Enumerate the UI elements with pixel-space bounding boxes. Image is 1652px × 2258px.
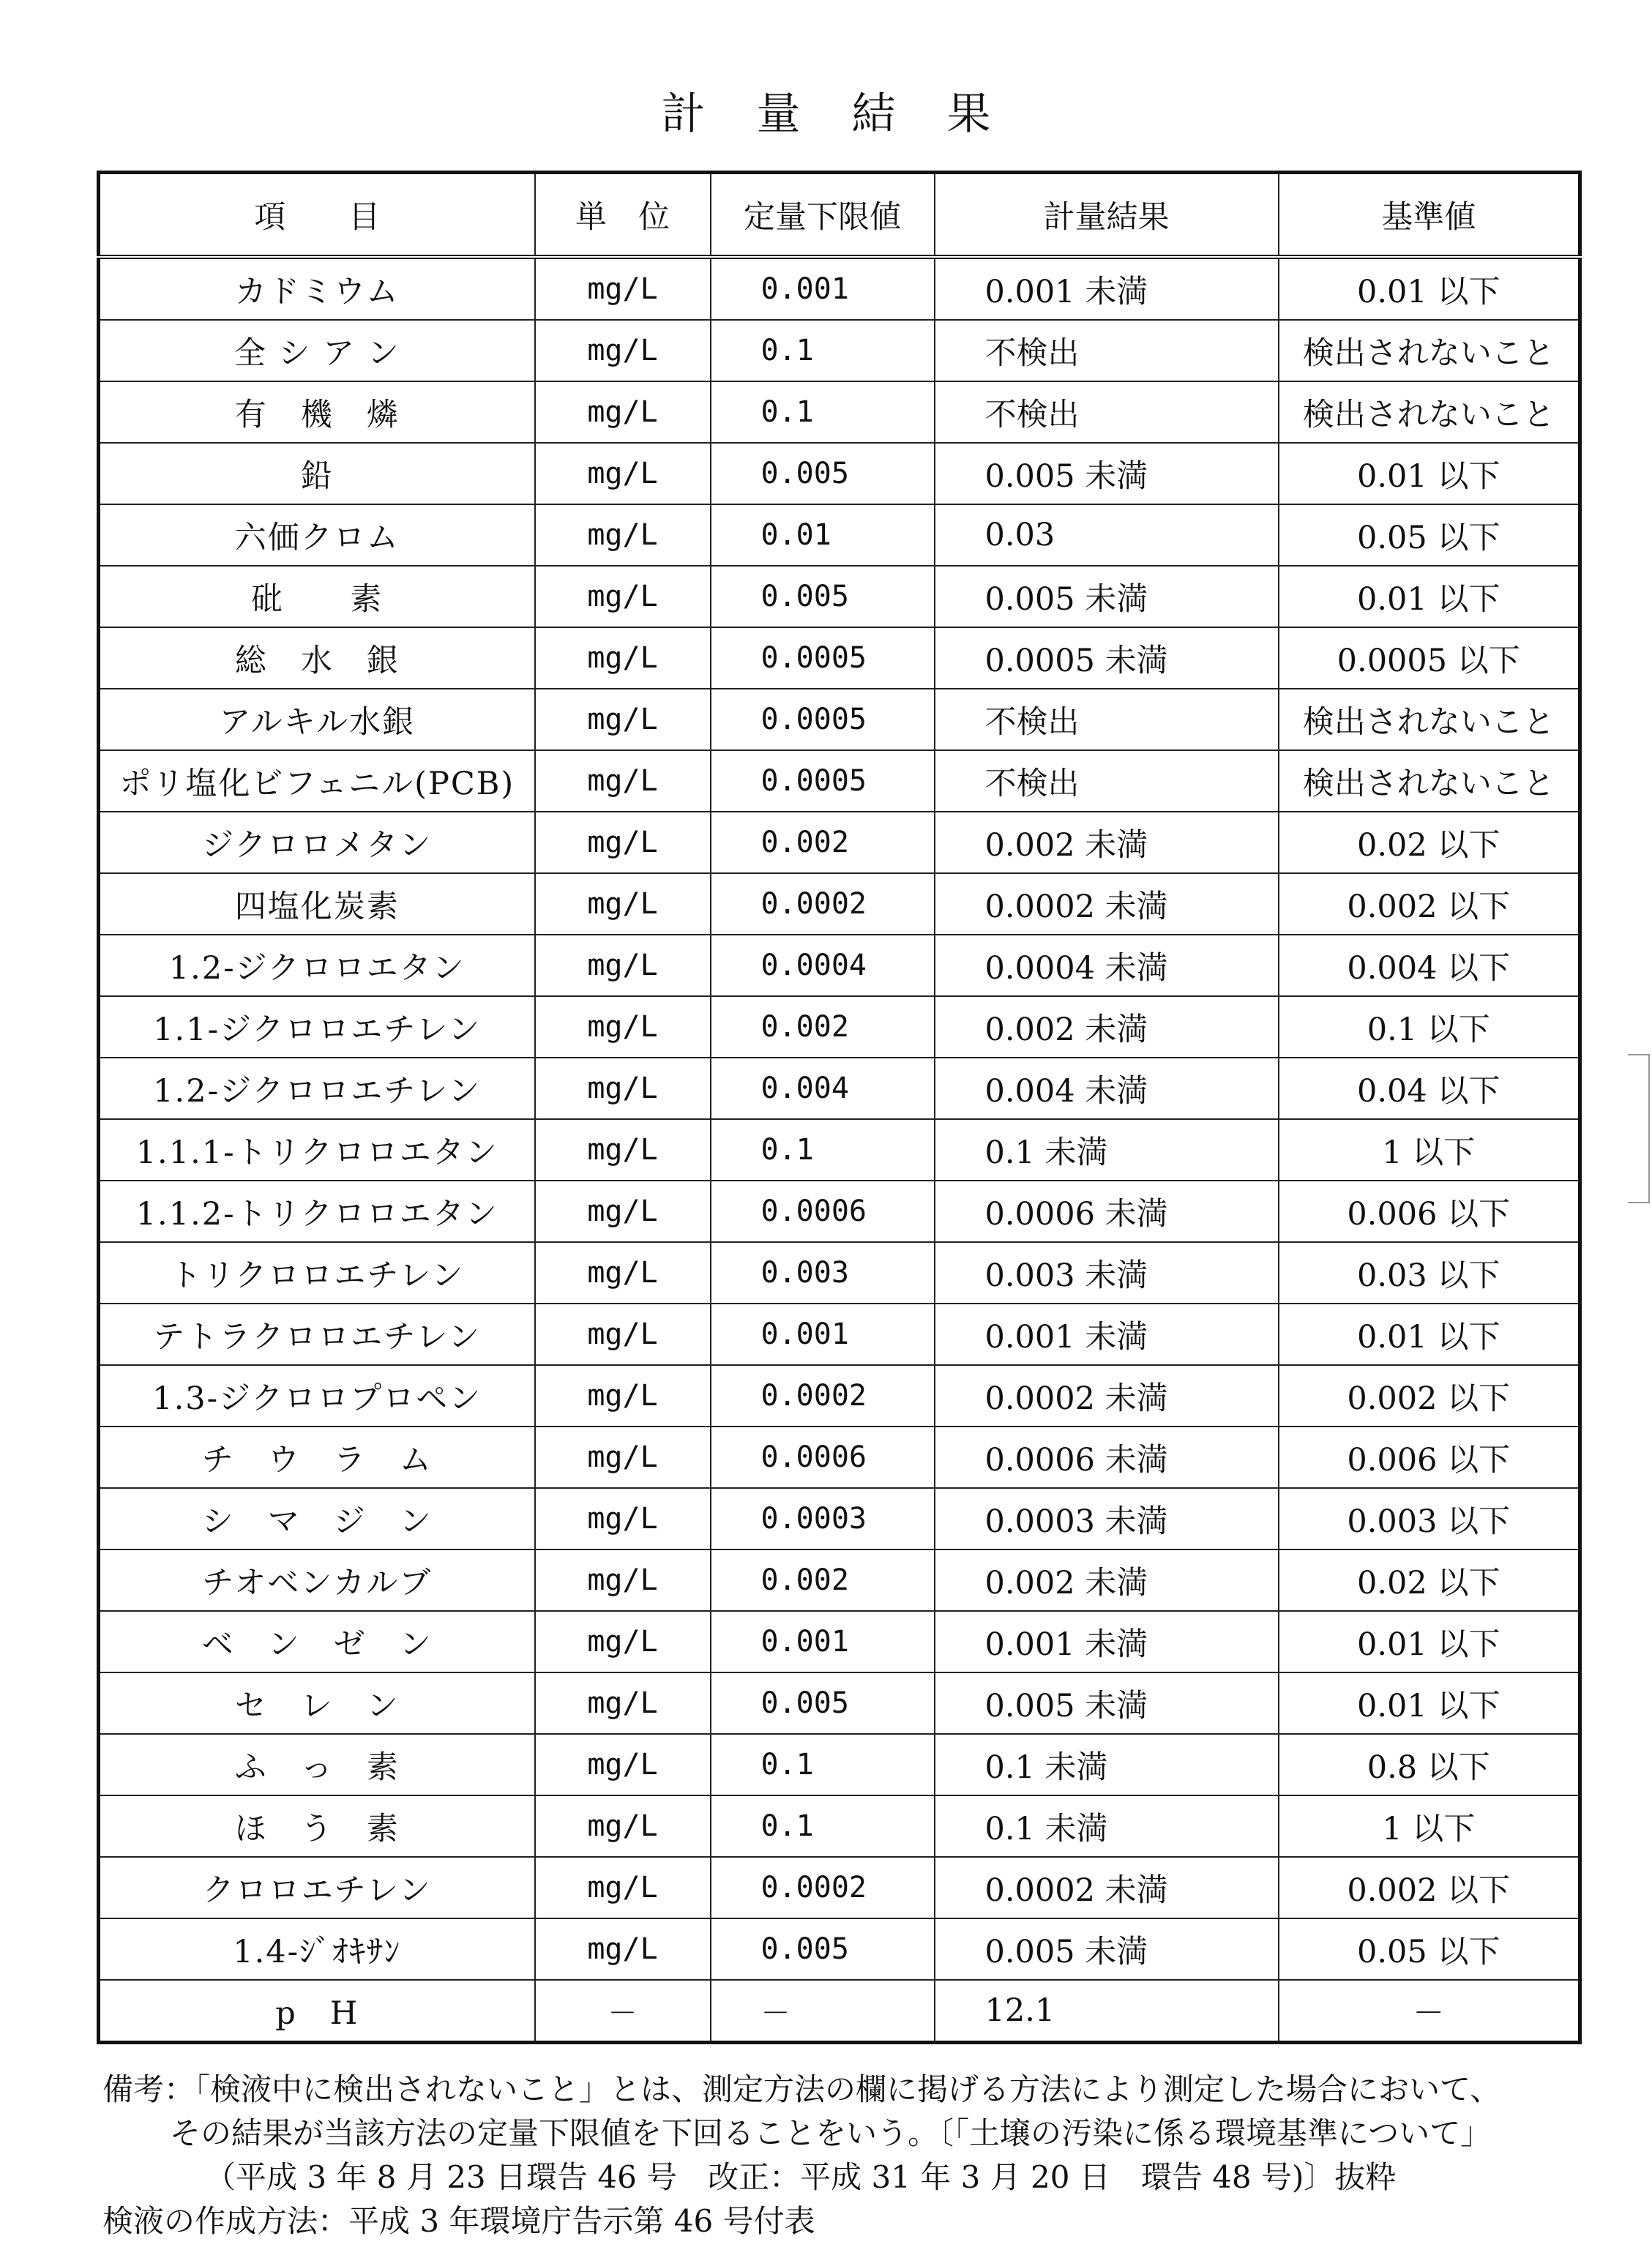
cell-standard: 検出されないこと bbox=[1279, 750, 1580, 812]
table-row bbox=[99, 812, 1580, 873]
table-header bbox=[99, 173, 1580, 258]
cell-unit: mg/L bbox=[535, 1918, 711, 1980]
cell-item: シ マ ジ ン bbox=[99, 1488, 535, 1549]
cell-result: 0.002 未満 bbox=[935, 1549, 1279, 1611]
cell-standard: 0.004 以下 bbox=[1279, 935, 1580, 996]
cell-limit: 0.0005 bbox=[711, 689, 935, 750]
cell-standard: 0.8 以下 bbox=[1279, 1734, 1580, 1795]
table-row bbox=[99, 1611, 1580, 1672]
cell-standard: 0.002 以下 bbox=[1279, 1857, 1580, 1918]
table-row bbox=[99, 1242, 1580, 1304]
table-row bbox=[99, 381, 1580, 443]
cell-item: 1.1.2-トリクロロエタン bbox=[99, 1181, 535, 1242]
header-standard: 基準値 bbox=[1279, 173, 1580, 258]
cell-item: 1.1-ジクロロエチレン bbox=[99, 996, 535, 1058]
cell-item: 有 機 燐 bbox=[99, 381, 535, 443]
table-row bbox=[99, 1795, 1580, 1857]
cell-result: 0.03 bbox=[935, 504, 1279, 566]
cell-item: 1.2-ジクロロエタン bbox=[99, 935, 535, 996]
cell-limit: 0.0002 bbox=[711, 1857, 935, 1918]
cell-item: 総 水 銀 bbox=[99, 627, 535, 689]
table-body bbox=[99, 257, 1580, 2043]
table-row bbox=[99, 750, 1580, 812]
cell-item: ジクロロメタン bbox=[99, 812, 535, 873]
table-row bbox=[99, 873, 1580, 935]
table-row bbox=[99, 1980, 1580, 2043]
cell-result: 0.002 未満 bbox=[935, 996, 1279, 1058]
cell-item: p H bbox=[99, 1980, 535, 2043]
cell-limit: 0.005 bbox=[711, 443, 935, 504]
cell-item: チ ウ ラ ム bbox=[99, 1427, 535, 1488]
cell-limit: 0.001 bbox=[711, 257, 935, 320]
cell-limit: 0.1 bbox=[711, 1734, 935, 1795]
cell-limit: 0.1 bbox=[711, 320, 935, 381]
cell-standard: 0.006 以下 bbox=[1279, 1181, 1580, 1242]
cell-result: 0.0002 未満 bbox=[935, 1365, 1279, 1427]
cell-result: 不検出 bbox=[935, 320, 1279, 381]
table-row bbox=[99, 1304, 1580, 1365]
table-row bbox=[99, 1427, 1580, 1488]
page-title: 計量結果 bbox=[661, 89, 1042, 140]
table-row bbox=[99, 320, 1580, 381]
cell-unit: mg/L bbox=[535, 381, 711, 443]
cell-standard: 0.01 以下 bbox=[1279, 1304, 1580, 1365]
cell-unit: mg/L bbox=[535, 566, 711, 627]
cell-result: 0.0002 未満 bbox=[935, 873, 1279, 935]
table-row bbox=[99, 1734, 1580, 1795]
cell-standard: 0.04 以下 bbox=[1279, 1058, 1580, 1119]
cell-item: テトラクロロエチレン bbox=[99, 1304, 535, 1365]
remarks-line-1: 備考：「検液中に検出されないこと」とは、測定方法の欄に掲げる方法により測定した場合において、 bbox=[102, 2071, 1501, 2107]
header-item: 項 目 bbox=[99, 173, 535, 258]
table-row bbox=[99, 689, 1580, 750]
cell-unit: mg/L bbox=[535, 1365, 711, 1427]
cell-limit: 0.0005 bbox=[711, 750, 935, 812]
cell-standard: 検出されないこと bbox=[1279, 689, 1580, 750]
cell-result: 0.1 未満 bbox=[935, 1119, 1279, 1181]
cell-standard: 0.006 以下 bbox=[1279, 1427, 1580, 1488]
cell-standard: 0.03 以下 bbox=[1279, 1242, 1580, 1304]
cell-result: 0.002 未満 bbox=[935, 812, 1279, 873]
cell-standard: 0.01 以下 bbox=[1279, 566, 1580, 627]
cell-unit: mg/L bbox=[535, 1611, 711, 1672]
cell-limit: 0.0005 bbox=[711, 627, 935, 689]
cell-limit: 0.0006 bbox=[711, 1427, 935, 1488]
table-row bbox=[99, 257, 1580, 320]
table-row bbox=[99, 1181, 1580, 1242]
cell-result: 不検出 bbox=[935, 381, 1279, 443]
cell-standard: 検出されないこと bbox=[1279, 320, 1580, 381]
cell-limit: 0.1 bbox=[711, 381, 935, 443]
cell-standard: 0.01 以下 bbox=[1279, 257, 1580, 320]
results-table bbox=[97, 171, 1582, 2044]
cell-unit: mg/L bbox=[535, 873, 711, 935]
cell-standard: 0.02 以下 bbox=[1279, 812, 1580, 873]
cell-standard: 0.1 以下 bbox=[1279, 996, 1580, 1058]
cell-limit: 0.002 bbox=[711, 996, 935, 1058]
cell-item: セ レ ン bbox=[99, 1672, 535, 1734]
cell-item: カドミウム bbox=[99, 257, 535, 320]
cell-item: トリクロロエチレン bbox=[99, 1242, 535, 1304]
cell-unit: mg/L bbox=[535, 689, 711, 750]
cell-standard: 0.01 以下 bbox=[1279, 1611, 1580, 1672]
cell-limit: 0.005 bbox=[711, 566, 935, 627]
cell-limit: 0.0002 bbox=[711, 1365, 935, 1427]
cell-standard: 0.01 以下 bbox=[1279, 1672, 1580, 1734]
header-limit: 定量下限値 bbox=[711, 173, 935, 258]
cell-result: 0.001 未満 bbox=[935, 1611, 1279, 1672]
table-row bbox=[99, 1119, 1580, 1181]
cell-limit: 0.001 bbox=[711, 1611, 935, 1672]
cell-limit: 0.0002 bbox=[711, 873, 935, 935]
cell-limit: 0.01 bbox=[711, 504, 935, 566]
cell-result: 0.0006 未満 bbox=[935, 1181, 1279, 1242]
cell-standard: 0.05 以下 bbox=[1279, 504, 1580, 566]
cell-result: 0.0002 未満 bbox=[935, 1857, 1279, 1918]
cell-result: 0.003 未満 bbox=[935, 1242, 1279, 1304]
cell-standard: 検出されないこと bbox=[1279, 381, 1580, 443]
cell-item: クロロエチレン bbox=[99, 1857, 535, 1918]
cell-unit: mg/L bbox=[535, 935, 711, 996]
cell-unit: mg/L bbox=[535, 1119, 711, 1181]
header-unit: 単 位 bbox=[535, 173, 711, 258]
cell-limit: 0.001 bbox=[711, 1304, 935, 1365]
cell-unit: mg/L bbox=[535, 1427, 711, 1488]
table-row bbox=[99, 566, 1580, 627]
cell-item: 全 シ ア ン bbox=[99, 320, 535, 381]
cell-standard: 0.05 以下 bbox=[1279, 1918, 1580, 1980]
table-row bbox=[99, 627, 1580, 689]
cell-unit: － bbox=[535, 1980, 711, 2043]
table-row bbox=[99, 1488, 1580, 1549]
cell-result: 0.001 未満 bbox=[935, 257, 1279, 320]
cell-unit: mg/L bbox=[535, 627, 711, 689]
cell-limit: 0.005 bbox=[711, 1672, 935, 1734]
cell-unit: mg/L bbox=[535, 1058, 711, 1119]
header-result: 計量結果 bbox=[935, 173, 1279, 258]
cell-limit: 0.0006 bbox=[711, 1181, 935, 1242]
cell-standard: 1 以下 bbox=[1279, 1119, 1580, 1181]
cell-item: 1.2-ジクロロエチレン bbox=[99, 1058, 535, 1119]
cell-result: 0.0006 未満 bbox=[935, 1427, 1279, 1488]
table-row bbox=[99, 996, 1580, 1058]
header-row bbox=[99, 173, 1580, 258]
remarks-line-3: （平成 3 年 8 月 23 日環告 46 号 改正：平成 31 年 3 月 20 日 環告 48 号)〕抜粋 bbox=[205, 2159, 1397, 2195]
cell-standard: 0.0005 以下 bbox=[1279, 627, 1580, 689]
table-row bbox=[99, 1549, 1580, 1611]
cell-standard: 0.002 以下 bbox=[1279, 873, 1580, 935]
cell-unit: mg/L bbox=[535, 1181, 711, 1242]
cell-unit: mg/L bbox=[535, 1857, 711, 1918]
cell-result: 0.001 未満 bbox=[935, 1304, 1279, 1365]
cell-standard: 0.002 以下 bbox=[1279, 1365, 1580, 1427]
cell-unit: mg/L bbox=[535, 1488, 711, 1549]
cell-item: 鉛 bbox=[99, 443, 535, 504]
cell-limit: 0.005 bbox=[711, 1918, 935, 1980]
remarks bbox=[102, 2068, 1632, 2243]
cell-limit: 0.003 bbox=[711, 1242, 935, 1304]
cell-unit: mg/L bbox=[535, 443, 711, 504]
cell-item: ポリ塩化ビフェニル(PCB) bbox=[99, 750, 535, 812]
cell-item: 1.3-ジクロロプロペン bbox=[99, 1365, 535, 1427]
cell-item: 六価クロム bbox=[99, 504, 535, 566]
cell-limit: 0.0003 bbox=[711, 1488, 935, 1549]
cell-standard: － bbox=[1279, 1980, 1580, 2043]
cell-result: 0.1 未満 bbox=[935, 1734, 1279, 1795]
cell-standard: 0.01 以下 bbox=[1279, 443, 1580, 504]
cell-unit: mg/L bbox=[535, 1795, 711, 1857]
cell-item: 1.1.1-トリクロロエタン bbox=[99, 1119, 535, 1181]
cell-standard: 0.003 以下 bbox=[1279, 1488, 1580, 1549]
cell-unit: mg/L bbox=[535, 750, 711, 812]
table-row bbox=[99, 443, 1580, 504]
cell-result: 0.005 未満 bbox=[935, 566, 1279, 627]
cell-unit: mg/L bbox=[535, 812, 711, 873]
cell-standard: 0.02 以下 bbox=[1279, 1549, 1580, 1611]
cell-result: 0.0003 未満 bbox=[935, 1488, 1279, 1549]
cell-item: チオベンカルブ bbox=[99, 1549, 535, 1611]
cell-result: 0.004 未満 bbox=[935, 1058, 1279, 1119]
cell-item: ほ う 素 bbox=[99, 1795, 535, 1857]
cell-limit: 0.002 bbox=[711, 812, 935, 873]
table-row bbox=[99, 1918, 1580, 1980]
cell-unit: mg/L bbox=[535, 257, 711, 320]
table-row bbox=[99, 504, 1580, 566]
cell-limit: 0.1 bbox=[711, 1119, 935, 1181]
cell-limit: 0.002 bbox=[711, 1549, 935, 1611]
cell-result: 0.005 未満 bbox=[935, 1918, 1279, 1980]
table-row bbox=[99, 1058, 1580, 1119]
cell-limit: 0.1 bbox=[711, 1795, 935, 1857]
cell-unit: mg/L bbox=[535, 1549, 711, 1611]
cell-limit: 0.004 bbox=[711, 1058, 935, 1119]
cell-limit: － bbox=[711, 1980, 935, 2043]
cell-result: 0.0005 未満 bbox=[935, 627, 1279, 689]
cell-item: 1.4-ｼﾞｵｷｻﾝ bbox=[99, 1918, 535, 1980]
cell-unit: mg/L bbox=[535, 1304, 711, 1365]
cell-unit: mg/L bbox=[535, 1672, 711, 1734]
margin-stamp bbox=[1628, 1054, 1650, 1203]
cell-standard: 1 以下 bbox=[1279, 1795, 1580, 1857]
cell-item: アルキル水銀 bbox=[99, 689, 535, 750]
cell-unit: mg/L bbox=[535, 1734, 711, 1795]
cell-result: 12.1 bbox=[935, 1980, 1279, 2043]
cell-limit: 0.0004 bbox=[711, 935, 935, 996]
cell-unit: mg/L bbox=[535, 504, 711, 566]
table-row bbox=[99, 1857, 1580, 1918]
cell-result: 不検出 bbox=[935, 689, 1279, 750]
cell-unit: mg/L bbox=[535, 320, 711, 381]
cell-result: 不検出 bbox=[935, 750, 1279, 812]
cell-result: 0.005 未満 bbox=[935, 1672, 1279, 1734]
cell-result: 0.1 未満 bbox=[935, 1795, 1279, 1857]
cell-item: 砒 素 bbox=[99, 566, 535, 627]
table-row bbox=[99, 935, 1580, 996]
table-row bbox=[99, 1365, 1580, 1427]
cell-result: 0.005 未満 bbox=[935, 443, 1279, 504]
cell-item: 四塩化炭素 bbox=[99, 873, 535, 935]
remarks-line-2: その結果が当該方法の定量下限値を下回ることをいう。〔「土壌の汚染に係る環境基準について」 bbox=[170, 2115, 1492, 2151]
cell-result: 0.0004 未満 bbox=[935, 935, 1279, 996]
table-row bbox=[99, 1672, 1580, 1734]
cell-item: ふ っ 素 bbox=[99, 1734, 535, 1795]
remarks-line-4: 検液の作成方法：平成 3 年環境庁告示第 46 号付表 bbox=[102, 2203, 815, 2239]
cell-unit: mg/L bbox=[535, 1242, 711, 1304]
cell-item: ベ ン ゼ ン bbox=[99, 1611, 535, 1672]
cell-unit: mg/L bbox=[535, 996, 711, 1058]
